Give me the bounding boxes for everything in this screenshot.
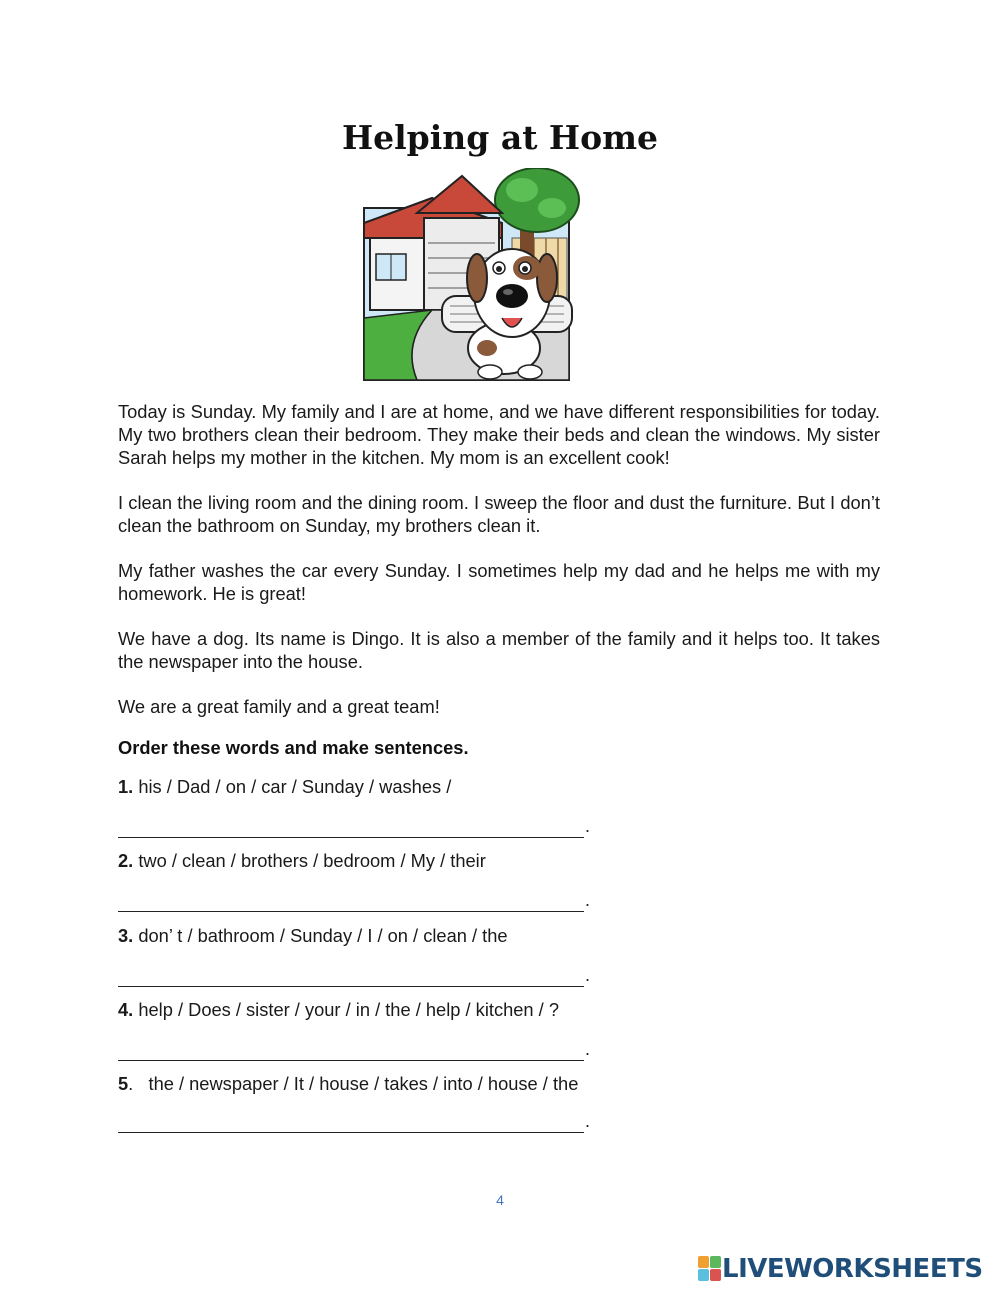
liveworksheets-logo-icon (698, 1256, 722, 1282)
question-number: 3. (118, 925, 134, 946)
question-number: 1. (118, 776, 134, 797)
answer-period: . (585, 965, 591, 985)
answer-period: . (585, 1039, 591, 1059)
answer-period: . (585, 890, 591, 910)
question-4-answer-input[interactable] (118, 1036, 584, 1061)
answer-period: . (585, 1111, 591, 1131)
story-paragraph: We have a dog. Its name is Dingo. It is also a member of the family and it helps too. It takes the newspaper into the house. (118, 628, 880, 672)
question-2-prompt (118, 850, 486, 872)
liveworksheets-logo-text: LIVEWORKSHEETS (722, 1254, 983, 1284)
question-4-prompt (118, 999, 559, 1021)
answer-period: . (585, 816, 591, 836)
question-3-prompt (118, 925, 508, 947)
question-words: help / Does / sister / your / in / the / help / kitchen / ? (133, 999, 560, 1020)
story-paragraph: Today is Sunday. My family and I are at home, and we have different responsibilities for today. My two brothers clean their bedroom. They make their beds and clean the windows. My sister Sarah helps my mother in the kitchen. My mom is an excellent cook! (118, 401, 880, 468)
question-words: don’ t / bathroom / Sunday / I / on / clean / the (133, 925, 508, 946)
story-paragraph: I clean the living room and the dining room. I sweep the floor and dust the furniture. But I don’t clean the bathroom on Sunday, my brothers clean it. (118, 492, 880, 536)
story-text (118, 400, 880, 740)
page-title: Helping at Home (341, 118, 659, 157)
question-words: two / clean / brothers / bedroom / My / their (133, 850, 486, 871)
question-words: his / Dad / on / car / Sunday / washes / (133, 776, 452, 797)
page-number: 4 (496, 1192, 504, 1208)
question-1-answer-input[interactable] (118, 813, 584, 838)
story-paragraph: We are a great family and a great team! (118, 696, 440, 717)
story-paragraph: My father washes the car every Sunday. I sometimes help my dad and he helps me with my homework. He is great! (118, 560, 880, 604)
question-5-answer-input[interactable] (118, 1108, 584, 1133)
question-number: 5 (118, 1073, 129, 1094)
house-dog-illustration (362, 168, 580, 382)
question-5-prompt (118, 1073, 578, 1095)
question-words: . the / newspaper / It / house / takes / into / house / the (128, 1073, 579, 1094)
question-number: 4. (118, 999, 134, 1020)
question-1-prompt (118, 776, 451, 798)
question-3-answer-input[interactable] (118, 962, 584, 987)
exercise-instructions: Order these words and make sentences. (118, 737, 469, 758)
liveworksheets-logo[interactable] (698, 1254, 983, 1284)
question-number: 2. (118, 850, 134, 871)
question-2-answer-input[interactable] (118, 887, 584, 912)
